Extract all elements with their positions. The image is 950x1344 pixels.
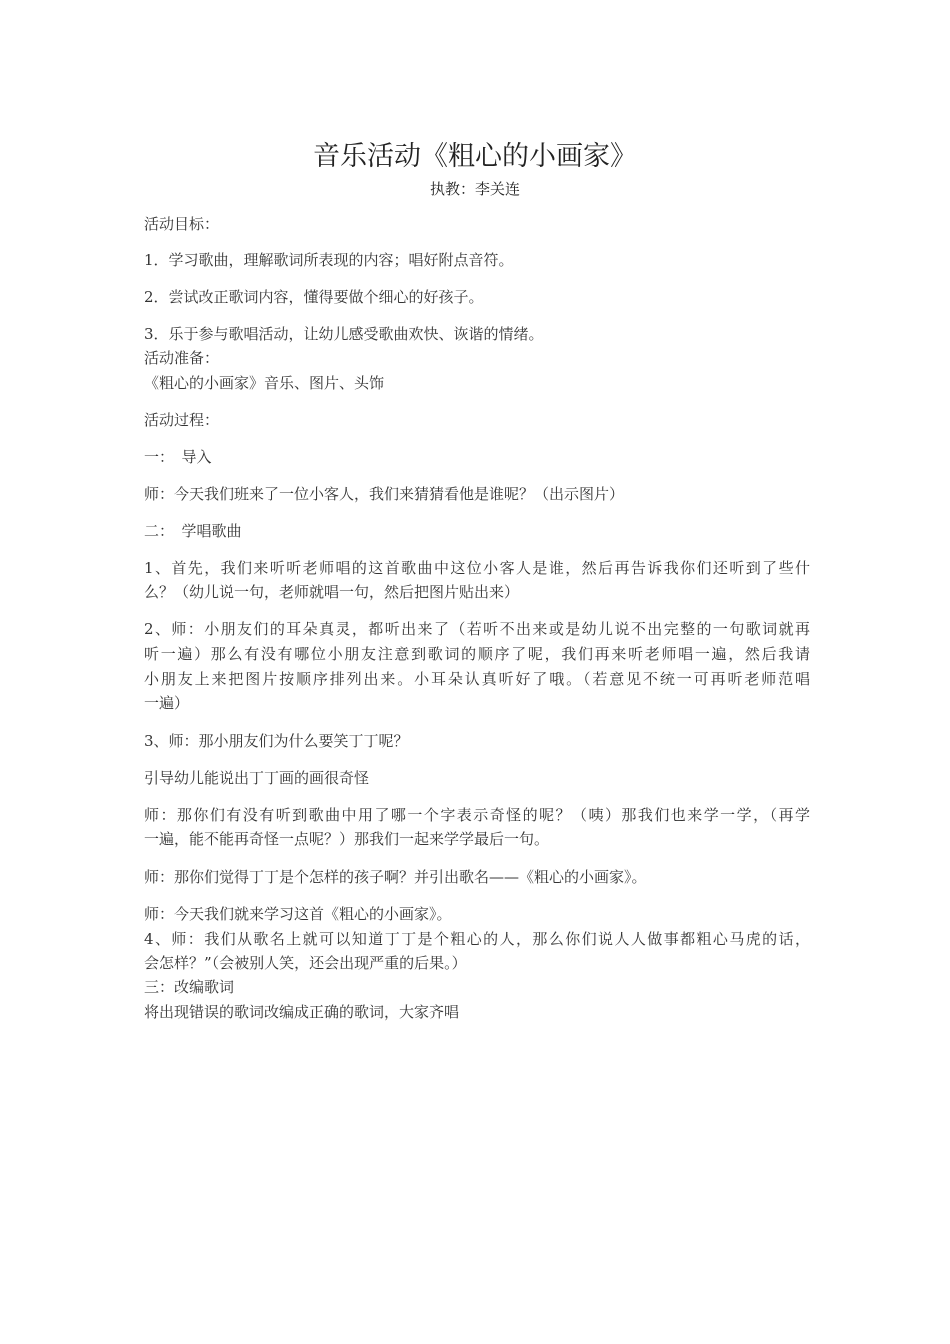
paragraph-2-line-1: 2、师：小朋友们的耳朵真灵，都听出来了（若听不出来或是幼儿说不出完整的一句歌词就再 (144, 620, 810, 638)
goal-item-2: 2．尝试改正歌词内容，懂得要做个细心的好孩子。 (144, 288, 484, 306)
document-title: 音乐活动《粗心的小画家》 (313, 141, 637, 172)
paragraph-2-line-4: 一遍） (144, 694, 190, 712)
paragraph-2-line-2: 听一遍）那么有没有哪位小朋友注意到歌词的顺序了呢，我们再来听老师唱一遍，然后我请 (144, 645, 810, 663)
goal-item-1: 1．学习歌曲，理解歌词所表现的内容；唱好附点音符。 (144, 251, 514, 269)
step-1-text: 师：今天我们班来了一位小客人，我们来猜猜看他是谁呢？（出示图片） (144, 485, 625, 503)
paragraph-4-line-1: 4、师：我们从歌名上就可以知道丁丁是个粗心的人，那么你们说人人做事都粗心马虎的话， (144, 930, 810, 948)
paragraph-3-guide: 引导幼儿能说出丁丁画的画很奇怪 (144, 769, 370, 787)
step-3-heading: 三：改编歌词 (144, 978, 235, 996)
step-2-heading: 二： 学唱歌曲 (144, 522, 242, 540)
teacher-line-2: 师：那你们觉得丁丁是个怎样的孩子啊？并引出歌名——《粗心的小画家》。 (144, 868, 647, 886)
teacher-line-3: 师：今天我们就来学习这首《粗心的小画家》。 (144, 905, 452, 923)
paragraph-1-line-1: 1、首先，我们来听听老师唱的这首歌曲中这位小客人是谁，然后再告诉我你们还听到了些什 (144, 559, 810, 577)
step-1-heading: 一： 导入 (144, 448, 212, 466)
process-heading: 活动过程： (144, 411, 220, 429)
paragraph-2-line-3: 小朋友上来把图片按顺序排列出来。小耳朵认真听好了哦。（若意见不统一可再听老师范唱 (144, 670, 810, 688)
step-3-text: 将出现错误的歌词改编成正确的歌词，大家齐唱 (144, 1003, 460, 1021)
goal-heading: 活动目标： (144, 215, 220, 233)
teacher-line-1a: 师：那你们有没有听到歌曲中用了哪一个字表示奇怪的呢？（咦）那我们也来学一学，（再学 (144, 806, 810, 824)
prep-heading: 活动准备： (144, 349, 220, 367)
goal-item-3: 3．乐于参与歌唱活动，让幼儿感受歌曲欢快、诙谐的情绪。 (144, 325, 544, 343)
paragraph-3: 3、师：那小朋友们为什么要笑丁丁呢？ (144, 732, 409, 750)
paragraph-4-line-2: 会怎样？”（会被别人笑，还会出现严重的后果。） (144, 954, 467, 972)
teacher-line-1b: 一遍，能不能再奇怪一点呢？）那我们一起来学学最后一句。 (144, 830, 550, 848)
paragraph-1-line-2: 么？（幼儿说一句，老师就唱一句，然后把图片贴出来） (144, 583, 520, 601)
prep-body: 《粗心的小画家》音乐、图片、头饰 (144, 374, 385, 392)
document-author: 执教：李关连 (429, 180, 520, 198)
